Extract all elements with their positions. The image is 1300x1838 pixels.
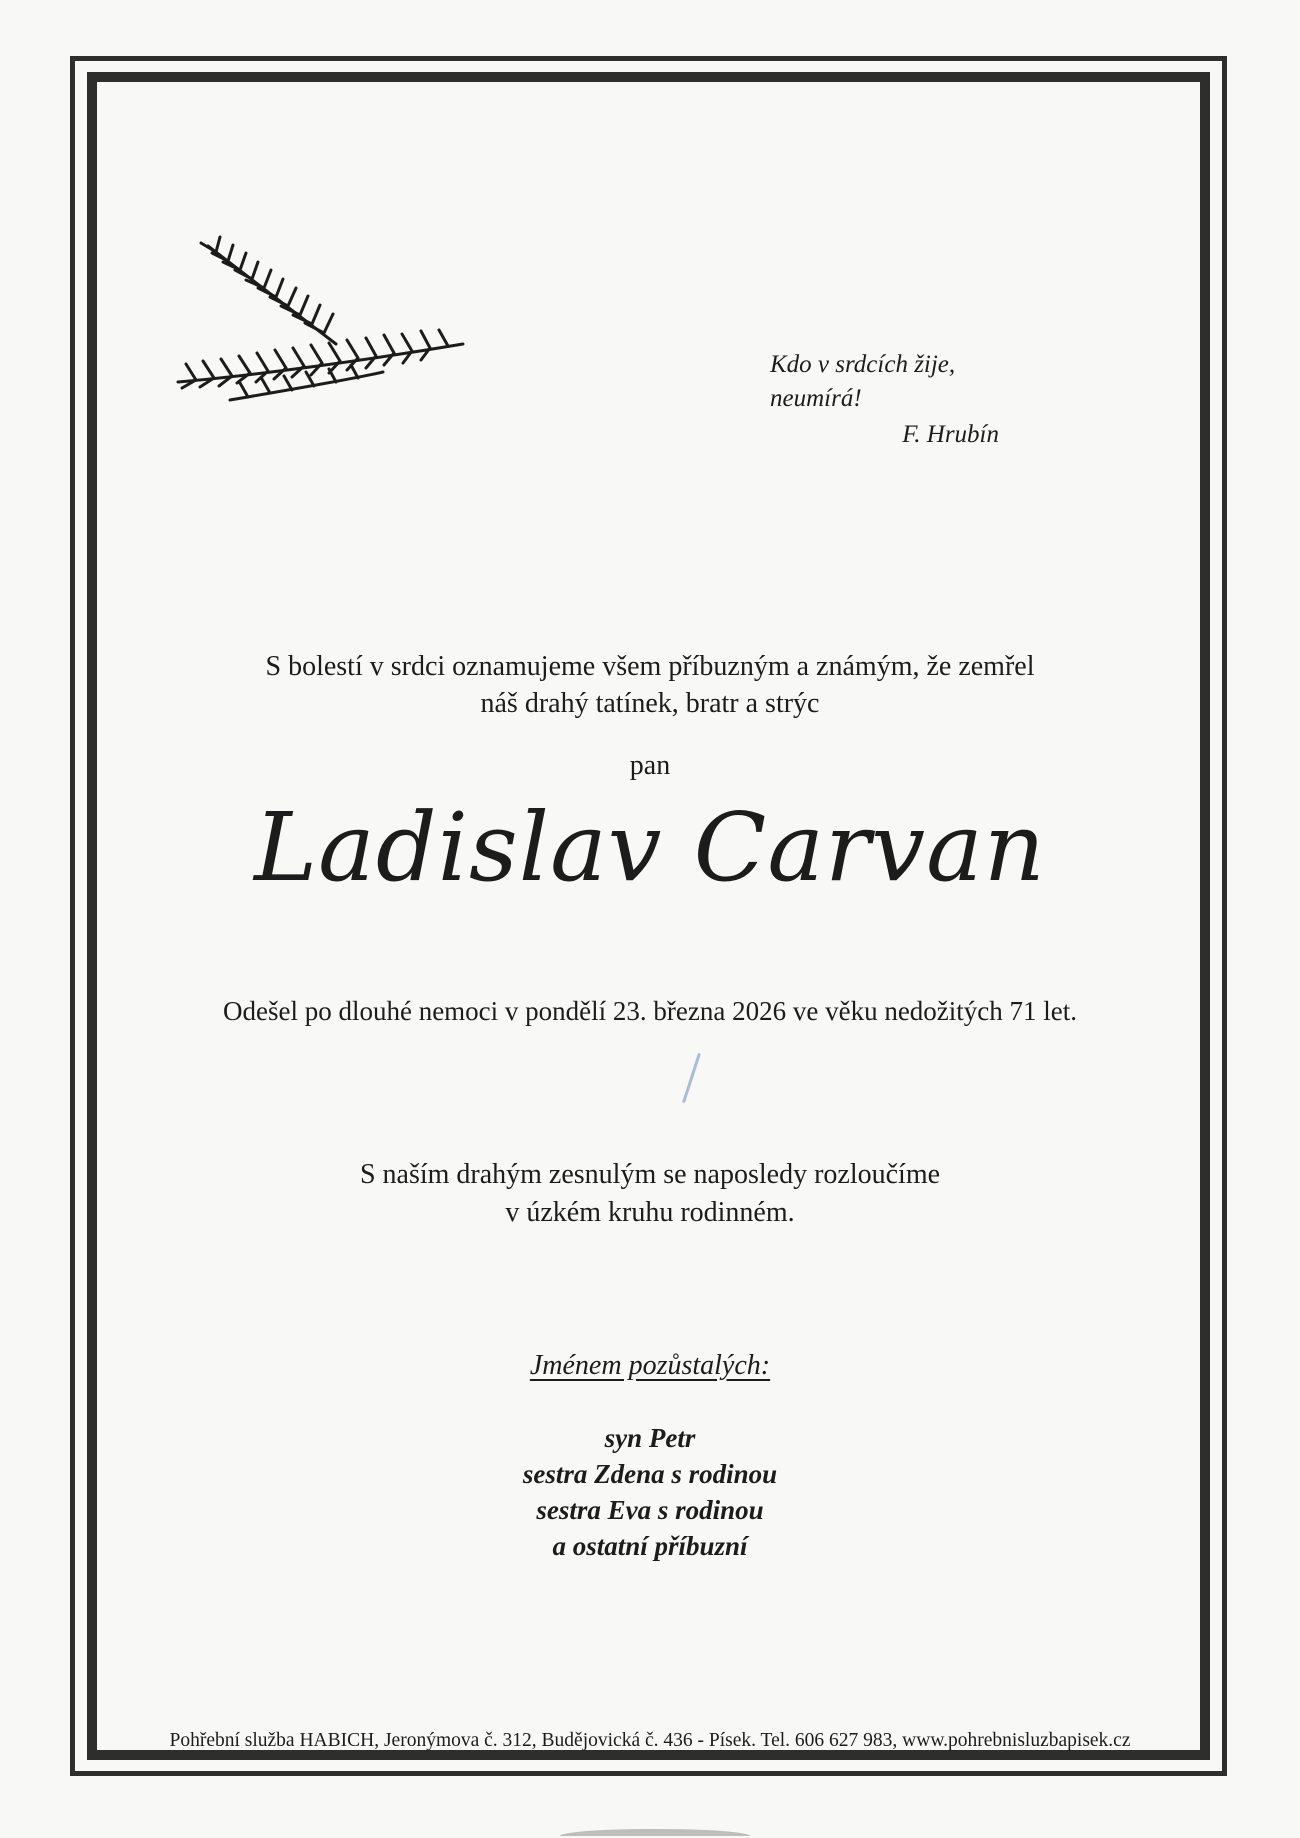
survivors-heading: Jménem pozůstalých:: [529, 1350, 771, 1381]
memorial-quote: [770, 348, 1005, 452]
farewell-text: [0, 1156, 1300, 1232]
announcement-line-2: náš drahý tatínek, bratr a strýc: [480, 688, 820, 719]
announcement-line-1: S bolestí v srdci oznamujeme všem příbuzným a známým, že zemřel: [265, 651, 1035, 682]
survivor-item: a ostatní příbuzní: [552, 1531, 748, 1561]
death-info: Odešel po dlouhé nemoci v pondělí 23. března 2026 ve věku nedožitých 71 let.: [222, 996, 1078, 1026]
announcement-text: [0, 648, 1300, 722]
scan-edge-artifact: [560, 1829, 750, 1836]
conifer-sprig-icon: [168, 232, 478, 407]
funeral-service-footer: Pohřební služba HABICH, Jeronýmova č. 312, Budějovická č. 436 - Písek. Tel. 606 627 983, www.pohrebnisluzbapisek.cz: [169, 1730, 1131, 1751]
farewell-line-2: v úzkém kruhu rodinném.: [505, 1197, 795, 1228]
quote-line-1: Kdo v srdcích žije,: [770, 351, 956, 378]
survivors-list: [0, 1420, 1300, 1564]
survivor-item: syn Petr: [604, 1423, 696, 1453]
survivor-item: sestra Zdena s rodinou: [522, 1459, 778, 1489]
title-prefix: pan: [629, 750, 671, 781]
quote-line-2: neumírá!: [770, 385, 862, 412]
quote-author: F. Hrubín: [902, 421, 999, 448]
survivor-item: sestra Eva s rodinou: [536, 1495, 764, 1525]
deceased-name: Ladislav Carvan: [254, 793, 1046, 903]
farewell-line-1: S naším drahým zesnulým se naposledy rozloučíme: [359, 1159, 941, 1190]
